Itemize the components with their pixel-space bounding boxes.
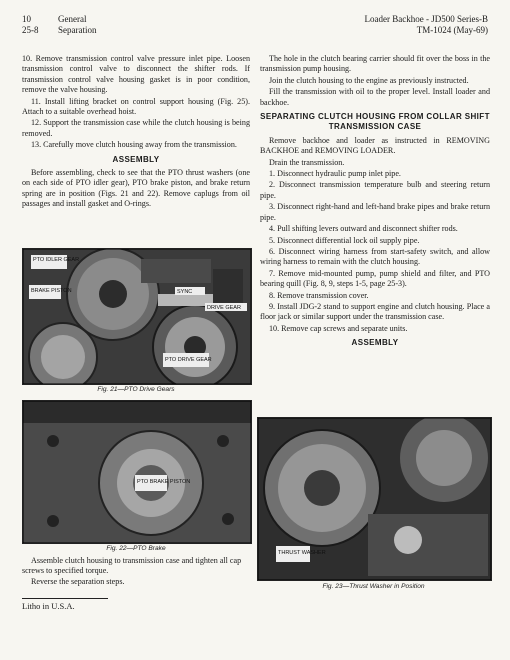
figure-22-caption: Fig. 22—PTO Brake [106, 545, 166, 552]
footer: Litho in U.S.A. [22, 601, 75, 611]
manual-title: Loader Backhoe - JD500 Series-B [364, 14, 488, 24]
figure-22-photo [22, 400, 252, 544]
step-list [260, 169, 490, 334]
paragraph: Join the clutch housing to the engine as previously instructed. [269, 75, 469, 85]
post-figure-text [22, 556, 250, 587]
list-item: 10. Remove cap screws and separate units. [269, 323, 408, 333]
list-item: 6. Disconnect wiring harness from start-safety switch, and allow wiring harness to remain with the clutch housing. [260, 246, 490, 267]
figure-label: SYNC [177, 289, 193, 295]
assembly-heading: ASSEMBLY [112, 154, 160, 164]
paragraph: 10. Remove transmission control valve pressure inlet pipe. Loosen transmission control valve to disconnect the shifter rods. If transmission control valve housing gasket is in poor condition, remove the valve housing. [22, 54, 250, 95]
paragraph: 12. Support the transmission case while the clutch housing is being removed. [22, 118, 250, 138]
paragraph: The hole in the clutch bearing carrier should fit over the boss in the transmission pump housing. [260, 54, 490, 74]
paragraph: Drain the transmission. [269, 157, 345, 167]
figure-label: PTO BRAKE PISTON [137, 479, 191, 485]
page-header-right [365, 14, 488, 36]
list-item: 8. Remove transmission cover. [269, 290, 369, 300]
paragraph: Remove backhoe and loader as instructed in REMOVING BACKHOE and REMOVING LOADER. [260, 135, 490, 156]
figure-label: PTO IDLER GEAR [33, 257, 80, 263]
figure-label: BRAKE PISTON [31, 288, 72, 294]
figure-label: DRIVE GEAR [207, 305, 241, 311]
figure-23-photo [257, 417, 492, 581]
figure-label: PTO DRIVE GEAR [165, 357, 212, 363]
paragraph: 11. Install lifting bracket on control support housing (Fig. 25). Attach to a suitable overhead hoist. [22, 96, 250, 117]
paragraph: Fill the transmission with oil to the proper level. Install loader and backhoe. [260, 87, 490, 107]
list-item: 3. Disconnect right-hand and left-hand brake pipes and brake return pipe. [260, 202, 490, 222]
paragraph: 13. Carefully move clutch housing away from the transmission. [31, 140, 237, 150]
paragraph: Assemble clutch housing to transmission case and tighten all cap screws to specified torque. [22, 556, 242, 576]
section-heading: SEPARATING CLUTCH HOUSING FROM COLLAR SHIFT TRANSMISSION CASE [260, 112, 490, 132]
section-subtitle: Separation [58, 25, 97, 35]
assembly-heading: ASSEMBLY [351, 338, 399, 348]
figure-21-caption: Fig. 21—PTO Drive Gears [97, 386, 175, 393]
list-item: 4. Pull shifting levers outward and disconnect shifter rods. [269, 224, 458, 234]
figure-21-photo [22, 248, 252, 385]
page-header-left [22, 14, 97, 36]
page-number: 10 [22, 14, 31, 24]
figure-label: THRUST WASHER [278, 550, 326, 556]
section-title: General [58, 14, 87, 24]
list-item: 7. Remove mid-mounted pump, pump shield and filter, and PTO bearing quill (Fig. 8, 9, steps 1-5, page 25-3). [260, 268, 490, 289]
paragraph: Before assembling, check to see that the PTO thrust washers (one on each side of PTO idler gear), PTO brake piston, and brake return spring are in position (Figs. 21 and 22). Remove caplugs from oil passages and install gasket and O-rings. [22, 168, 250, 209]
list-item: 9. Install JDG-2 stand to support engine and clutch housing. Place a floor jack or similar support under the transmission case. [260, 301, 490, 322]
paragraph: Reverse the separation steps. [31, 576, 125, 586]
manual-number: TM-1024 (May-69) [416, 25, 488, 35]
left-column [22, 54, 250, 211]
footer-rule [22, 598, 108, 599]
list-item: 2. Disconnect transmission temperature bulb and steering return pipe. [260, 180, 490, 200]
list-item: 5. Disconnect differential lock oil supply pipe. [269, 235, 420, 245]
section-number: 25-8 [22, 25, 39, 35]
right-column [260, 54, 490, 352]
figure-23-caption: Fig. 23—Thrust Washer in Position [322, 583, 425, 590]
list-item: 1. Disconnect hydraulic pump inlet pipe. [269, 169, 401, 179]
